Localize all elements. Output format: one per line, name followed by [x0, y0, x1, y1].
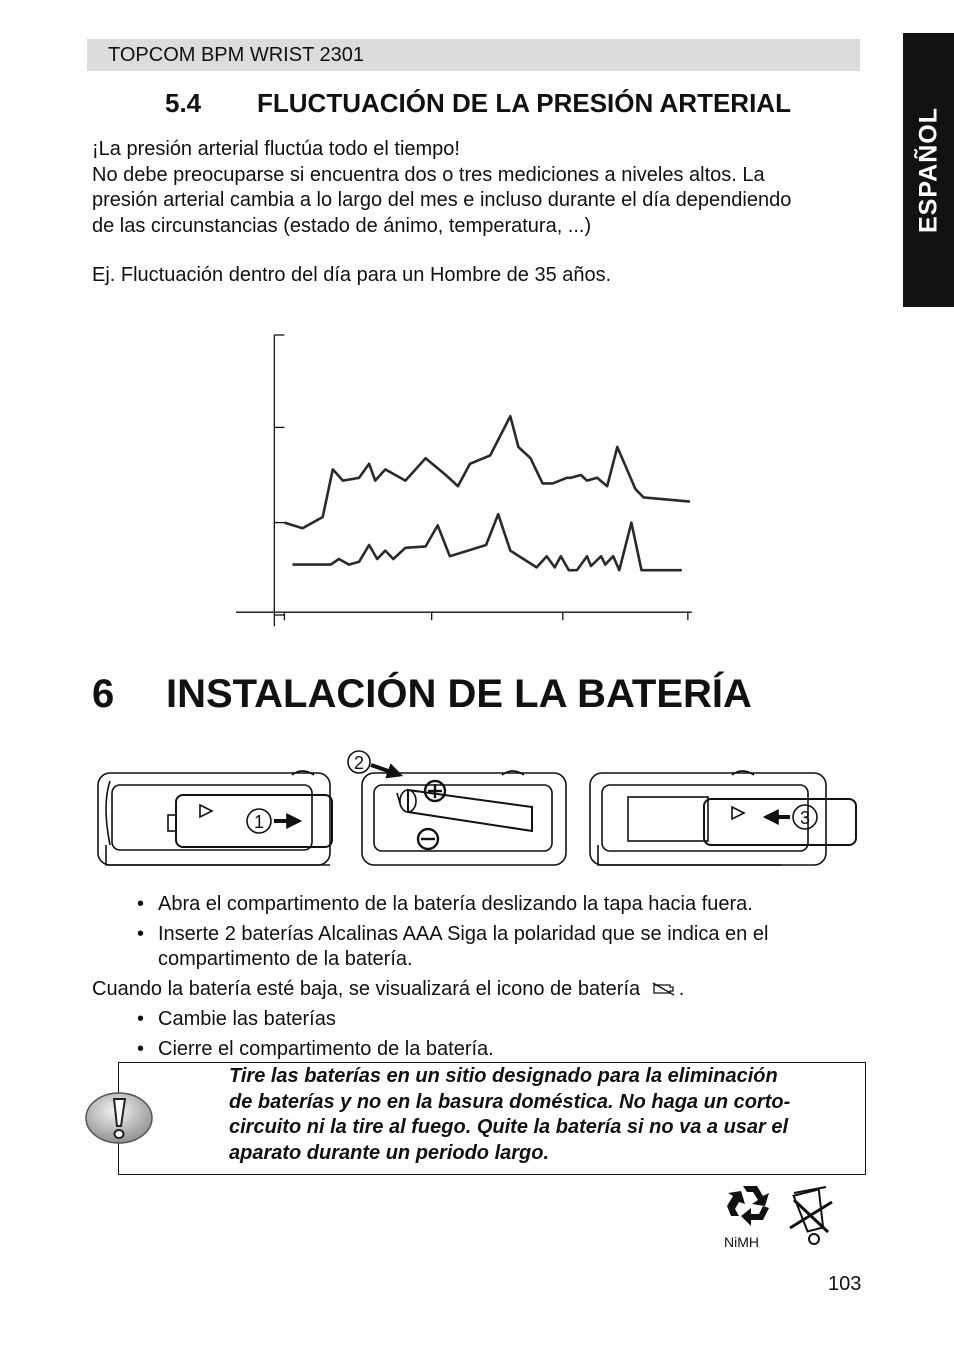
exclamation-icon — [84, 1090, 154, 1146]
list-item: • Cambie las baterías — [137, 1008, 336, 1030]
list-item: • Inserte 2 baterías Alcalinas AAA Siga la polaridad que se indica en el compartimento de la batería. — [137, 923, 769, 970]
nimh-label: NiMH — [724, 1234, 759, 1250]
step-3-label: 3 — [799, 808, 811, 828]
page-header: TOPCOM BPM WRIST 2301 — [87, 39, 860, 71]
step-1-label: 1 — [253, 812, 265, 832]
section-6-number: 6 — [92, 672, 115, 716]
body-line: ¡La presión arterial fluctúa todo el tiempo! — [92, 138, 460, 160]
battery-instructions — [92, 892, 872, 1062]
language-tab — [903, 33, 954, 307]
series-line-1 — [284, 416, 690, 528]
battery-installation-illustration — [92, 745, 872, 875]
low-battery-icon — [651, 982, 679, 996]
recycle-icon — [725, 1182, 775, 1228]
device-step-2 — [348, 751, 566, 865]
series-line-2 — [293, 514, 682, 570]
low-battery-note: Cuando la batería esté baja, se visualizará el icono de batería . — [92, 978, 685, 1000]
device-step-3 — [590, 771, 856, 865]
language-tab-label: ESPAÑOL — [914, 107, 942, 233]
page-number: 103 — [828, 1273, 862, 1295]
blood-pressure-chart — [230, 315, 710, 635]
section-6-title: INSTALACIÓN DE LA BATERÍA — [166, 672, 752, 716]
body-line: de las circunstancias (estado de ánimo, temperatura, ...) — [92, 214, 592, 237]
warning-text: Tire las baterías en un sitio designado para la eliminación de baterías y no en la basura doméstica. No haga un corto- circuito ni la tire al fuego. Quite la batería si no va a usar el aparato durante un periodo largo. — [229, 1065, 791, 1164]
crossed-bin-icon — [786, 1184, 836, 1250]
list-item: • Cierre el compartimento de la batería. — [137, 1038, 494, 1060]
body-line: presión arterial cambia a lo largo del mes e incluso durante el día dependiendo — [92, 189, 792, 211]
section-5-4-body — [92, 137, 872, 239]
example-caption: Ej. Fluctuación dentro del día para un Hombre de 35 años. — [92, 264, 612, 286]
body-line: No debe preocuparse si encuentra dos o tres mediciones a niveles altos. La — [92, 163, 765, 186]
list-item: • Abra el compartimento de la batería deslizando la tapa hacia fuera. — [137, 893, 753, 915]
step-2-label: 2 — [353, 753, 365, 773]
section-5-4-title: FLUCTUACIÓN DE LA PRESIÓN ARTERIAL — [257, 88, 791, 118]
section-5-4-number: 5.4 — [165, 88, 202, 118]
device-step-1 — [98, 771, 332, 865]
